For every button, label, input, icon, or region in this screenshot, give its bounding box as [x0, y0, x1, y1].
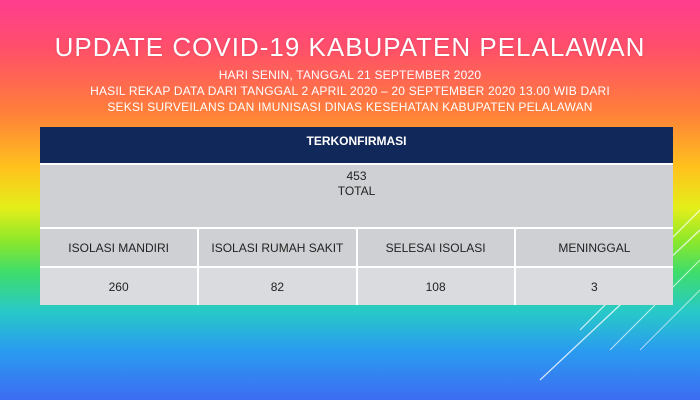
subtitle-range: HASIL REKAP DATA DARI TANGGAL 2 APRIL 2020 – 20 SEPTEMBER 2020 13.00 WIB DARI — [90, 84, 610, 98]
category-selesai-isolasi: SELESAI ISOLASI — [357, 228, 515, 267]
subtitle-source: SEKSI SURVEILANS DAN IMUNISASI DINAS KESEHATAN KABUPATEN PELALAWAN — [107, 100, 593, 114]
value-isolasi-rumah-sakit: 82 — [198, 267, 356, 305]
table-heading: TERKONFIRMASI — [40, 127, 673, 164]
total-value: 453 — [346, 169, 367, 183]
value-meninggal: 3 — [515, 267, 673, 305]
slide-header — [0, 0, 700, 115]
value-row — [40, 267, 673, 305]
category-isolasi-mandiri: ISOLASI MANDIRI — [40, 228, 198, 267]
category-row — [40, 228, 673, 267]
category-isolasi-rumah-sakit: ISOLASI RUMAH SAKIT — [198, 228, 356, 267]
value-isolasi-mandiri: 260 — [40, 267, 198, 305]
page-title: UPDATE COVID-19 KABUPATEN PELALAWAN — [54, 32, 646, 62]
total-cell — [40, 164, 673, 228]
covid-data-table — [40, 127, 673, 305]
subtitle-date: HARI SENIN, TANGGAL 21 SEPTEMBER 2020 — [218, 68, 482, 82]
value-selesai-isolasi: 108 — [357, 267, 515, 305]
category-meninggal: MENINGGAL — [515, 228, 673, 267]
total-label: TOTAL — [337, 184, 376, 198]
